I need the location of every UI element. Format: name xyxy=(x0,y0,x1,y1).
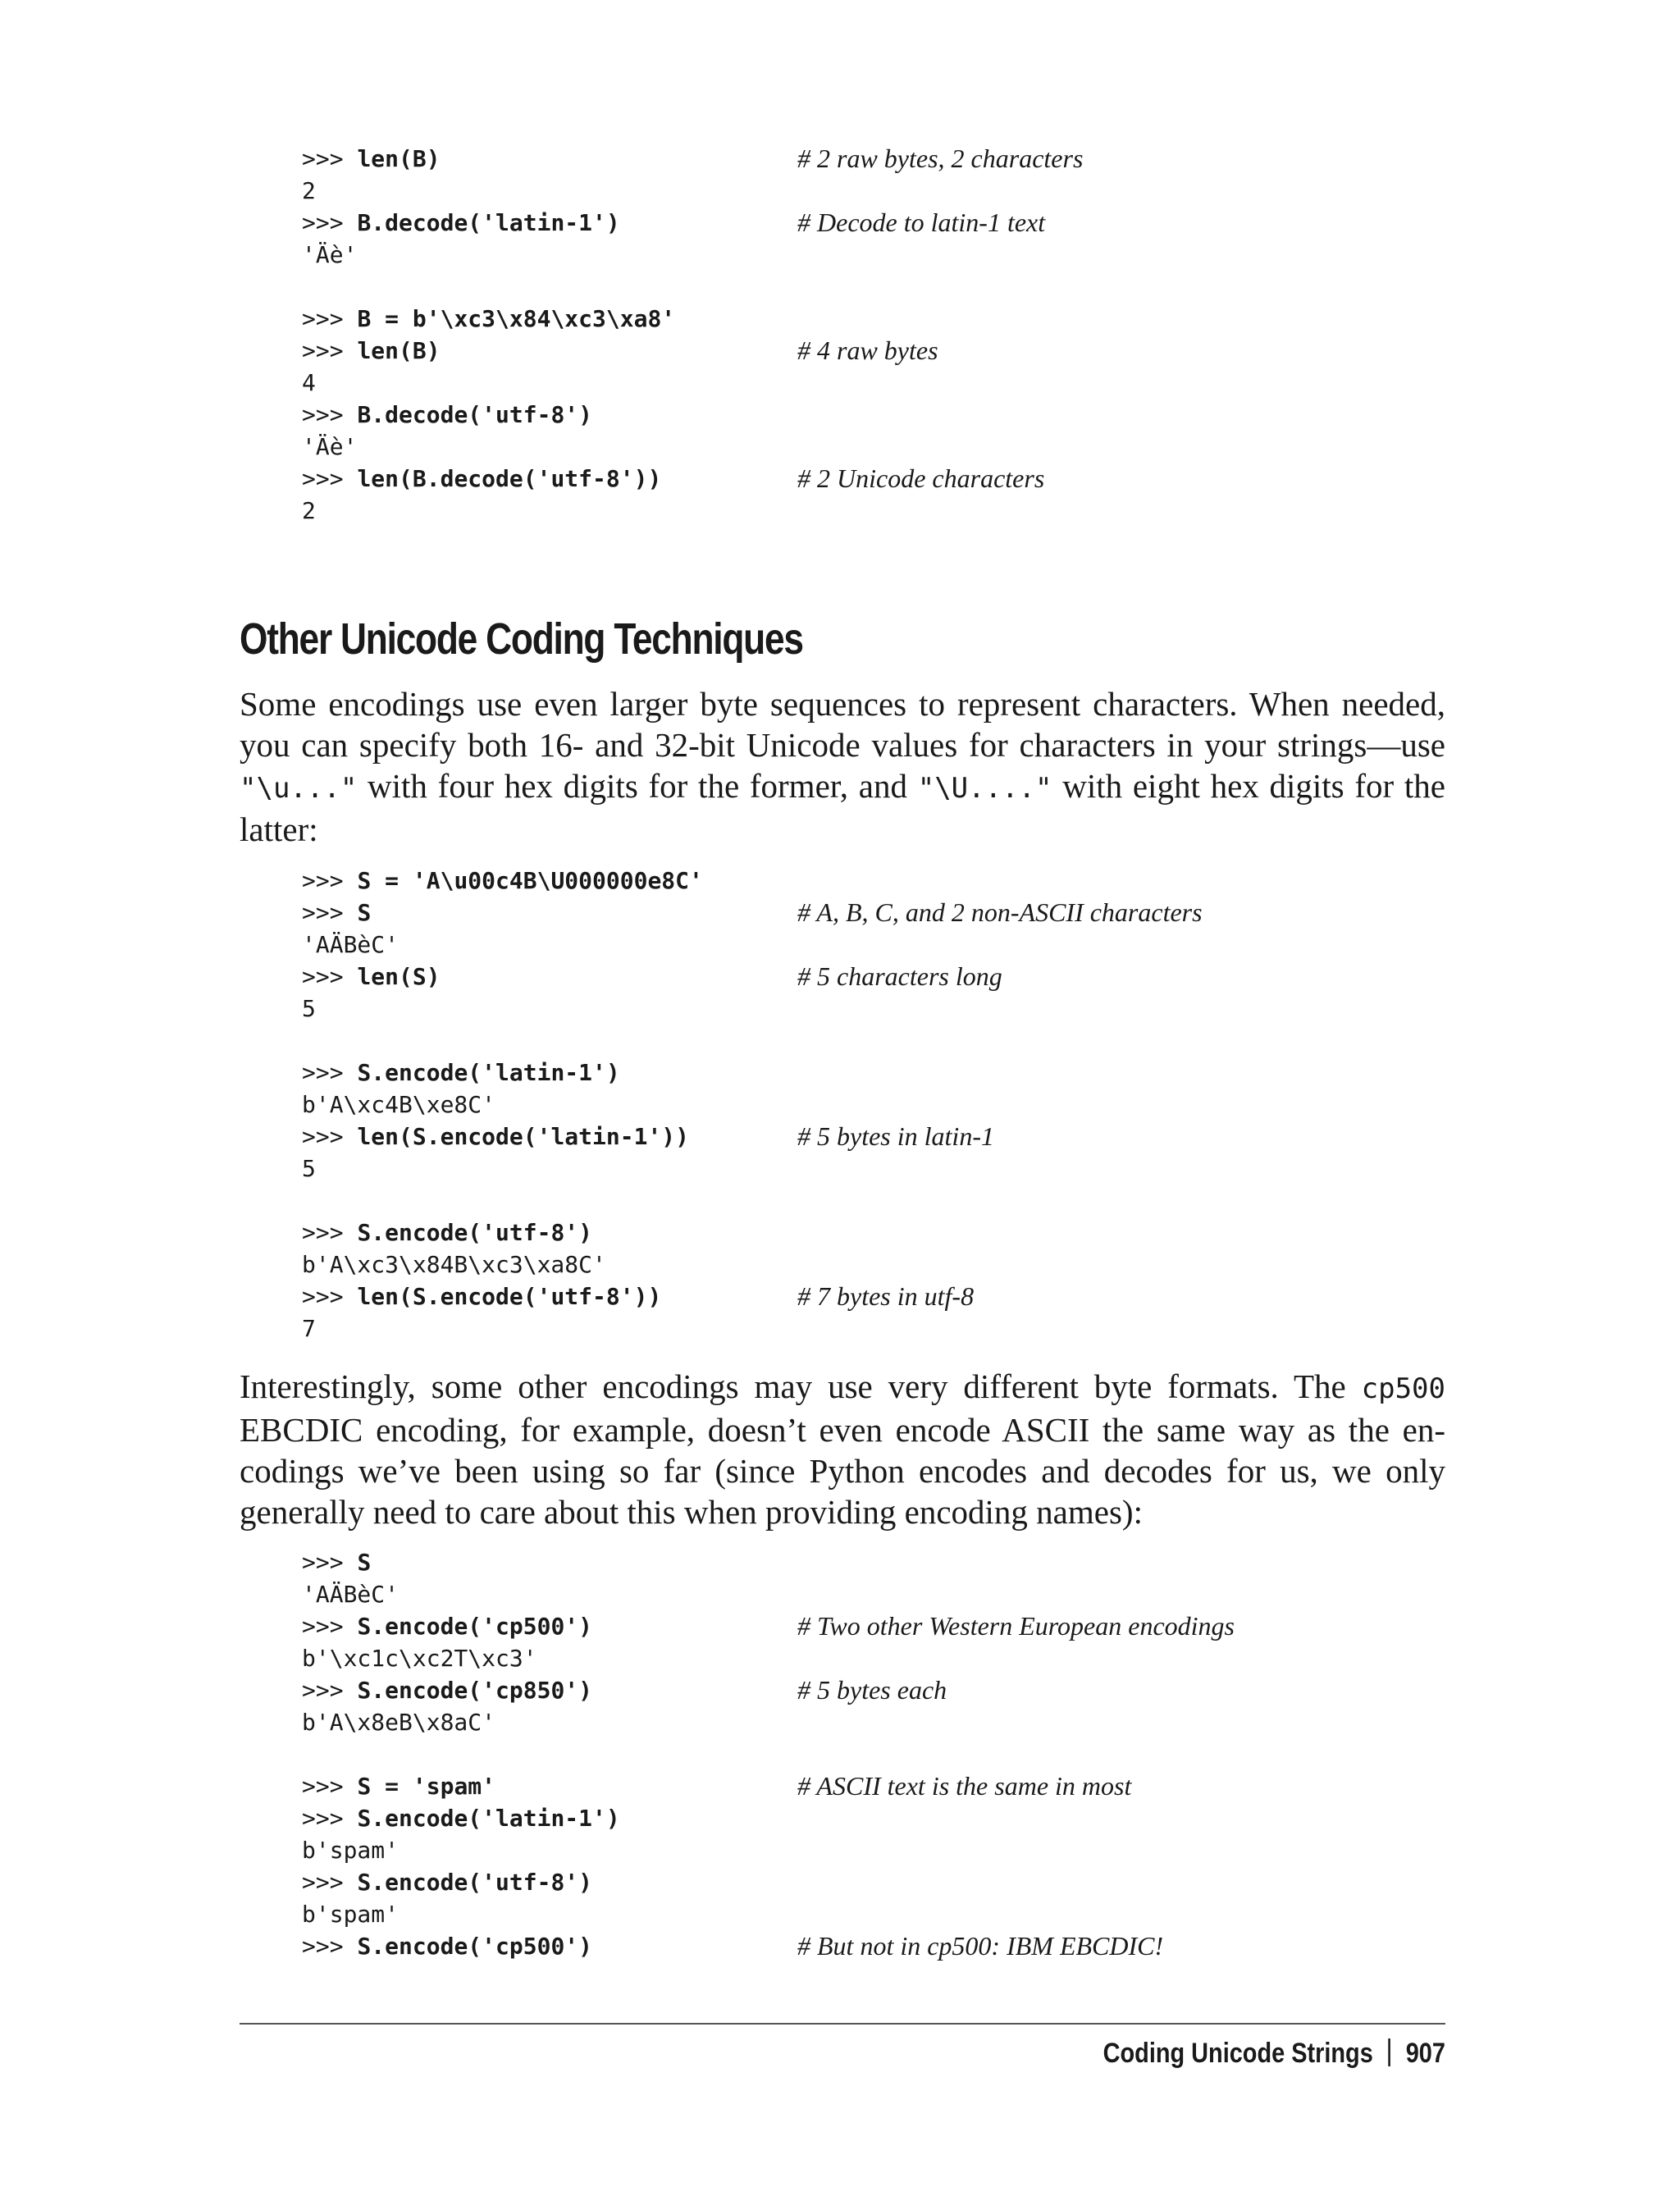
code-command: S.encode('utf-8') xyxy=(357,1869,593,1896)
code-comment: # 7 bytes in utf-8 xyxy=(797,1281,975,1311)
code-input-line xyxy=(302,399,1450,431)
code-comment: # Two other Western European encodings xyxy=(797,1611,1235,1641)
code-command: S.encode('utf-8') xyxy=(357,1219,593,1246)
code-output: 'AÄBèC' xyxy=(302,1581,399,1608)
code-output-line xyxy=(302,239,1450,271)
code-blank-line xyxy=(302,1025,1450,1057)
code-command: len(S) xyxy=(357,963,441,990)
code-prompt: >>> xyxy=(302,1933,358,1960)
code-output: 5 xyxy=(302,1155,316,1182)
paragraph-1 xyxy=(240,683,1445,850)
code-input-line xyxy=(302,1674,1450,1706)
inline-code: "\U...." xyxy=(917,772,1052,805)
page-footer xyxy=(1103,2038,1445,2070)
code-blank-line xyxy=(302,1738,1450,1770)
paragraph-text: with four hex digits for the former, and xyxy=(357,767,918,805)
code-prompt: >>> xyxy=(302,145,358,172)
code-input-line xyxy=(302,1217,1450,1249)
paragraph-text: codings we’ve been using so far (since Python encodes and decodes for us, we only xyxy=(240,1452,1445,1490)
inline-code: "\u..." xyxy=(240,772,358,805)
footer-rule xyxy=(240,2023,1445,2025)
code-output-line xyxy=(302,929,1450,961)
footer-separator xyxy=(1389,2038,1391,2066)
code-prompt: >>> xyxy=(302,1677,358,1704)
code-input-line xyxy=(302,1930,1450,1962)
code-output-line xyxy=(302,1312,1450,1344)
paragraph-text: Some encodings use even larger byte sequences to represent characters. When needed, xyxy=(240,685,1445,723)
paragraph-text: Interestingly, some other encodings may use very different byte formats. The xyxy=(240,1367,1362,1405)
code-input-line xyxy=(302,1770,1450,1802)
code-prompt: >>> xyxy=(302,1123,358,1150)
code-command: len(B) xyxy=(357,145,441,172)
code-prompt: >>> xyxy=(302,899,358,926)
code-block-2 xyxy=(302,865,1450,1344)
code-blank-line xyxy=(302,1185,1450,1217)
code-prompt: >>> xyxy=(302,963,358,990)
code-comment: # 2 raw bytes, 2 characters xyxy=(797,144,1084,173)
code-prompt: >>> xyxy=(302,337,358,364)
code-comment: # 5 bytes each xyxy=(797,1675,947,1705)
code-prompt: >>> xyxy=(302,209,358,236)
code-comment: # A, B, C, and 2 non-ASCII characters xyxy=(797,897,1203,927)
code-comment: # 5 bytes in latin-1 xyxy=(797,1121,994,1151)
code-output: 5 xyxy=(302,995,316,1022)
code-prompt: >>> xyxy=(302,1805,358,1832)
code-output-line xyxy=(302,1578,1450,1610)
code-output: b'\xc1c\xc2T\xc3' xyxy=(302,1645,537,1672)
inline-code: cp500 xyxy=(1361,1372,1445,1405)
code-input-line xyxy=(302,1121,1450,1153)
code-prompt: >>> xyxy=(302,867,358,894)
code-output-line xyxy=(302,1642,1450,1674)
code-output: b'A\xc3\x84B\xc3\xa8C' xyxy=(302,1251,606,1278)
code-input-line xyxy=(302,1057,1450,1089)
paragraph-text: you can specify both 16- and 32-bit Unicode values for characters in your strings—use xyxy=(240,726,1445,764)
code-comment: # But not in cp500: IBM EBCDIC! xyxy=(797,1931,1164,1961)
code-prompt: >>> xyxy=(302,1773,358,1800)
code-output-line xyxy=(302,1249,1450,1281)
code-output-line xyxy=(302,1834,1450,1866)
code-command: B.decode('latin-1') xyxy=(357,209,620,236)
code-block-3 xyxy=(302,1546,1450,1962)
code-output: b'spam' xyxy=(302,1837,399,1864)
code-prompt: >>> xyxy=(302,1869,358,1896)
code-input-line xyxy=(302,1281,1450,1312)
code-input-line xyxy=(302,303,1450,335)
code-output: 2 xyxy=(302,177,316,204)
code-command: S.encode('cp500') xyxy=(357,1613,593,1640)
code-comment: # ASCII text is the same in most xyxy=(797,1771,1132,1801)
code-output: 'Äè' xyxy=(302,241,358,268)
code-comment: # 4 raw bytes xyxy=(797,336,938,365)
code-command: S.encode('cp500') xyxy=(357,1933,593,1960)
paragraph-text: latter: xyxy=(240,810,318,848)
code-command: len(S.encode('utf-8')) xyxy=(357,1283,662,1310)
code-prompt: >>> xyxy=(302,1059,358,1086)
code-input-line xyxy=(302,897,1450,929)
code-comment: # 5 characters long xyxy=(797,961,1002,991)
paragraph-line xyxy=(240,1491,1445,1532)
code-output: b'A\xc4B\xe8C' xyxy=(302,1091,496,1118)
code-command: S xyxy=(357,1549,372,1576)
footer-section-title: Coding Unicode Strings xyxy=(1102,2038,1373,2069)
paragraph-line xyxy=(240,1366,1445,1409)
code-command: S xyxy=(357,899,372,926)
code-output-line xyxy=(302,431,1450,463)
code-prompt: >>> xyxy=(302,305,358,332)
code-output-line xyxy=(302,1898,1450,1930)
code-input-line xyxy=(302,143,1450,175)
code-input-line xyxy=(302,1610,1450,1642)
code-command: S = 'A\u00c4B\U000000e8C' xyxy=(357,867,703,894)
code-blank-line xyxy=(302,271,1450,303)
paragraph-line xyxy=(240,1450,1445,1491)
section-heading: Other Unicode Coding Techniques xyxy=(240,614,803,664)
code-output: 'Äè' xyxy=(302,433,358,460)
code-prompt: >>> xyxy=(302,1613,358,1640)
code-prompt: >>> xyxy=(302,1549,358,1576)
code-output: 4 xyxy=(302,369,316,396)
code-output-line xyxy=(302,1706,1450,1738)
code-command: len(S.encode('latin-1')) xyxy=(357,1123,690,1150)
code-block-1 xyxy=(302,143,1450,527)
code-prompt: >>> xyxy=(302,1219,358,1246)
code-prompt: >>> xyxy=(302,465,358,492)
paragraph-line xyxy=(240,683,1445,724)
code-output-line xyxy=(302,367,1450,399)
code-input-line xyxy=(302,463,1450,495)
code-command: S.encode('cp850') xyxy=(357,1677,593,1704)
code-output-line xyxy=(302,1153,1450,1185)
code-command: S.encode('latin-1') xyxy=(357,1805,620,1832)
paragraph-line xyxy=(240,724,1445,765)
code-input-line xyxy=(302,1866,1450,1898)
code-command: S = 'spam' xyxy=(357,1773,496,1800)
paragraph-line xyxy=(240,1409,1445,1450)
code-output-line xyxy=(302,175,1450,207)
paragraph-text: with eight hex digits for the xyxy=(1052,767,1446,805)
code-output: 2 xyxy=(302,497,316,524)
code-command: B = b'\xc3\x84\xc3\xa8' xyxy=(357,305,676,332)
code-command: len(B.decode('utf-8')) xyxy=(357,465,662,492)
code-prompt: >>> xyxy=(302,401,358,428)
code-comment: # Decode to latin-1 text xyxy=(797,208,1046,237)
code-command: len(B) xyxy=(357,337,441,364)
code-input-line xyxy=(302,961,1450,993)
page-number: 907 xyxy=(1405,2038,1445,2069)
code-prompt: >>> xyxy=(302,1283,358,1310)
code-output-line xyxy=(302,1089,1450,1121)
paragraph-line xyxy=(240,809,1445,850)
code-command: B.decode('utf-8') xyxy=(357,401,593,428)
code-command: S.encode('latin-1') xyxy=(357,1059,620,1086)
code-input-line xyxy=(302,1802,1450,1834)
code-comment: # 2 Unicode characters xyxy=(797,463,1045,493)
paragraph-text: generally need to care about this when providing encoding names): xyxy=(240,1493,1143,1531)
paragraph-line xyxy=(240,765,1445,809)
code-output: b'spam' xyxy=(302,1901,399,1928)
code-input-line xyxy=(302,865,1450,897)
code-output: 7 xyxy=(302,1315,316,1342)
code-output: b'A\x8eB\x8aC' xyxy=(302,1709,496,1736)
code-output: 'AÄBèC' xyxy=(302,931,399,958)
code-input-line xyxy=(302,1546,1450,1578)
code-input-line xyxy=(302,207,1450,239)
code-output-line xyxy=(302,495,1450,527)
paragraph-2 xyxy=(240,1366,1445,1532)
code-input-line xyxy=(302,335,1450,367)
paragraph-text: EBCDIC encoding, for example, doesn’t even encode ASCII the same way as the en- xyxy=(240,1411,1445,1449)
code-output-line xyxy=(302,993,1450,1025)
